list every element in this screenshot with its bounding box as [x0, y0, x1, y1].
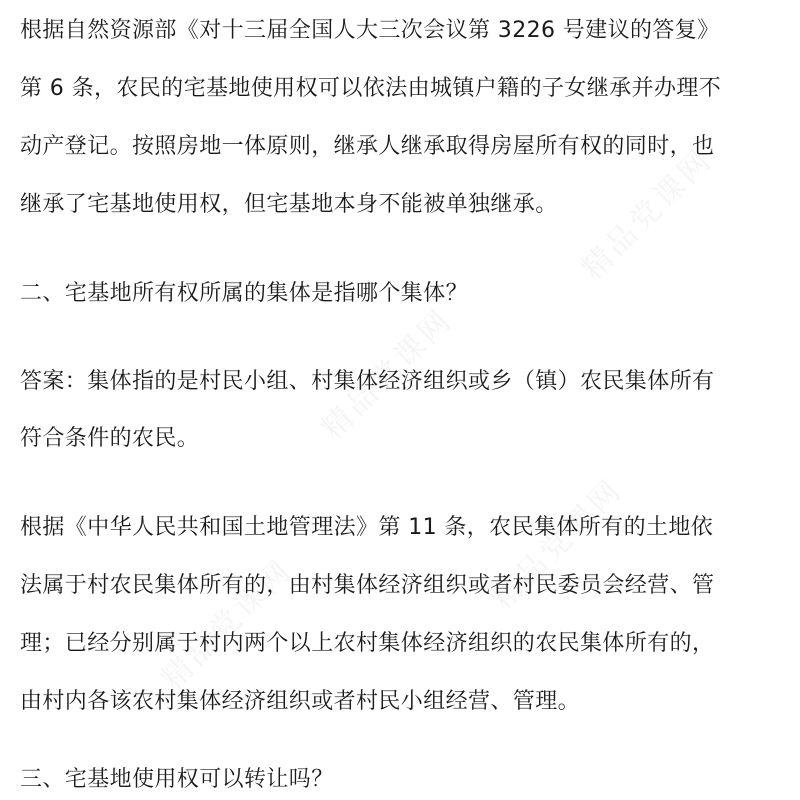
watermark: 精品党课网: [314, 301, 460, 447]
watermark: 精品党课网: [484, 471, 630, 617]
answer-line: 符合条件的农民。: [20, 426, 200, 451]
paragraph-line: 法属于村农民集体所有的，由村集体经济组织或者村民委员会经营、管: [20, 573, 715, 598]
section-heading: 三、宅基地使用权可以转让吗？: [20, 767, 334, 792]
paragraph-line: 继承了宅基地使用权，但宅基地本身不能被单独继承。: [20, 192, 558, 217]
paragraph-line: 由村内各该农村集体经济组织或者村民小组经营、管理。: [20, 689, 581, 714]
paragraph-line: 理；已经分别属于村内两个以上农村集体经济组织的农民集体所有的，: [20, 631, 715, 656]
answer-line: 答案：集体指的是村民小组、村集体经济组织或乡（镇）农民集体所有: [20, 369, 715, 394]
paragraph-line: 根据《中华人民共和国土地管理法》第 11 条，农民集体所有的土地依: [20, 515, 714, 540]
paragraph-line: 根据自然资源部《对十三届全国人大三次会议第 3226 号建议的答复》: [20, 18, 720, 43]
paragraph-line: 动产登记。按照房地一体原则，继承人继承取得房屋所有权的同时，也: [20, 134, 715, 159]
watermark: 精品党课网: [574, 141, 720, 287]
paragraph-line: 第 6 条，农民的宅基地使用权可以依法由城镇户籍的子女继承并办理不: [20, 76, 722, 101]
watermark: 精品党课网: [154, 551, 300, 697]
section-heading: 二、宅基地所有权所属的集体是指哪个集体？: [20, 281, 469, 306]
